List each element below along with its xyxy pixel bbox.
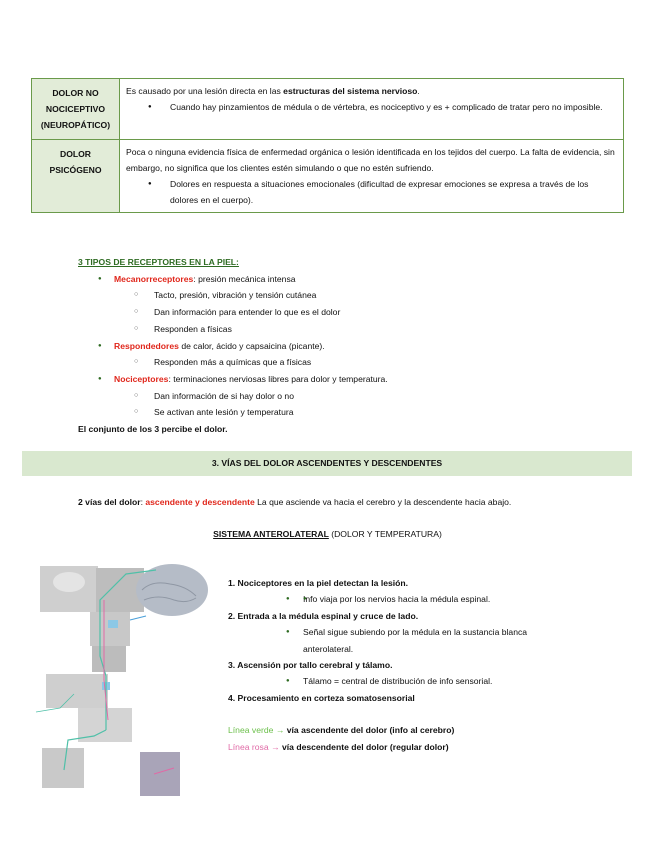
row-bullet: ● Cuando hay pinzamientos de médula o de vértebra, es nociceptivo y es + complicado de tratar pero no imposible. [126, 99, 617, 115]
step-title: 2. Entrada a la médula espinal y cruce de lado. [228, 610, 419, 621]
receptor-list [78, 254, 598, 438]
list-subitem: ○ Dan información para entender lo que es el dolor [78, 304, 598, 321]
list-subitem: ○ Responden a físicas [78, 321, 598, 338]
pathway-steps [228, 575, 588, 755]
legend-pink: Línea rosa → vía descendente del dolor (regular dolor) [228, 741, 449, 752]
step-title: 3. Ascensión por tallo cerebral y tálamo. [228, 660, 393, 671]
table-row [32, 79, 624, 140]
midbrain-section-image [90, 612, 130, 646]
list-item: ● Mecanorreceptores: presión mecánica intensa [78, 271, 598, 288]
spinal-section-image [140, 752, 180, 796]
row-header: DOLOR PSICÓGENO [32, 140, 120, 213]
step-title: 1. Nociceptores en la piel detectan la lesión. [228, 578, 409, 588]
table-row [32, 140, 624, 213]
list-subitem: ○ Responden más a químicas que a físicas [78, 354, 598, 371]
receptor-conclusion: El conjunto de los 3 percibe el dolor. [78, 424, 228, 435]
section-heading: 3. VÍAS DEL DOLOR ASCENDENTES Y DESCENDENTES [22, 451, 632, 476]
list-subitem: ○ Tacto, presión, vibración y tensión cutánea [78, 287, 598, 304]
list-subitem: ○ Dan información de si hay dolor o no [78, 388, 598, 405]
medulla-section-image [46, 674, 108, 708]
list-item: ● Respondedores de calor, ácido y capsaicina (picante). [78, 338, 598, 355]
pons-section-image [92, 646, 126, 672]
row-text: Es causado por una lesión directa en las estructuras del sistema nervioso. [126, 86, 420, 96]
step-title: 4. Procesamiento en corteza somatosensorial [228, 692, 415, 703]
row-bullet: ● Dolores en respuesta a situaciones emocionales (dificultad de expresar emociones se expresa a través de los dolores en el cuerpo). [126, 176, 617, 208]
subsystem-title: SISTEMA ANTEROLATERAL (DOLOR Y TEMPERATURA) [213, 529, 442, 539]
lumbar-cord-image [42, 748, 84, 788]
receptor-title: 3 TIPOS DE RECEPTORES EN LA PIEL: [78, 257, 239, 267]
row-content [120, 140, 624, 213]
step-detail: ● Señal sigue subiendo por la médula en la sustancia blanca anterolateral. [286, 627, 528, 654]
row-header: DOLOR NO NOCICEPTIVO (NEUROPÁTICO) [32, 79, 120, 140]
list-subitem: ○ Se activan ante lesión y temperatura [78, 404, 598, 421]
step-detail: ● ● Info viaja por los nervios hacia la médula espinal. [228, 591, 588, 607]
legend-green: Línea verde → vía ascendente del dolor (info al cerebro) [228, 725, 455, 736]
list-item: ● Nociceptores: terminaciones nerviosas libres para dolor y temperatura. [78, 371, 598, 388]
row-text: Poca o ninguna evidencia física de enfermedad orgánica o lesión identificada en los tejidos del cuerpo. La falta de evidencia, sin embargo, no significa que los clientes estén simulando o que no estén sufriendo. [126, 147, 615, 173]
anterolateral-pathway-figure [34, 560, 220, 800]
step-detail: ● Tálamo = central de distribución de info sensorial. [286, 676, 493, 687]
pain-types-table [31, 78, 624, 213]
row-content [120, 79, 624, 140]
intro-paragraph: 2 vías del dolor: ascendente y descendente La que asciende va hacia el cerebro y la descendente hacia abajo. [78, 497, 512, 507]
